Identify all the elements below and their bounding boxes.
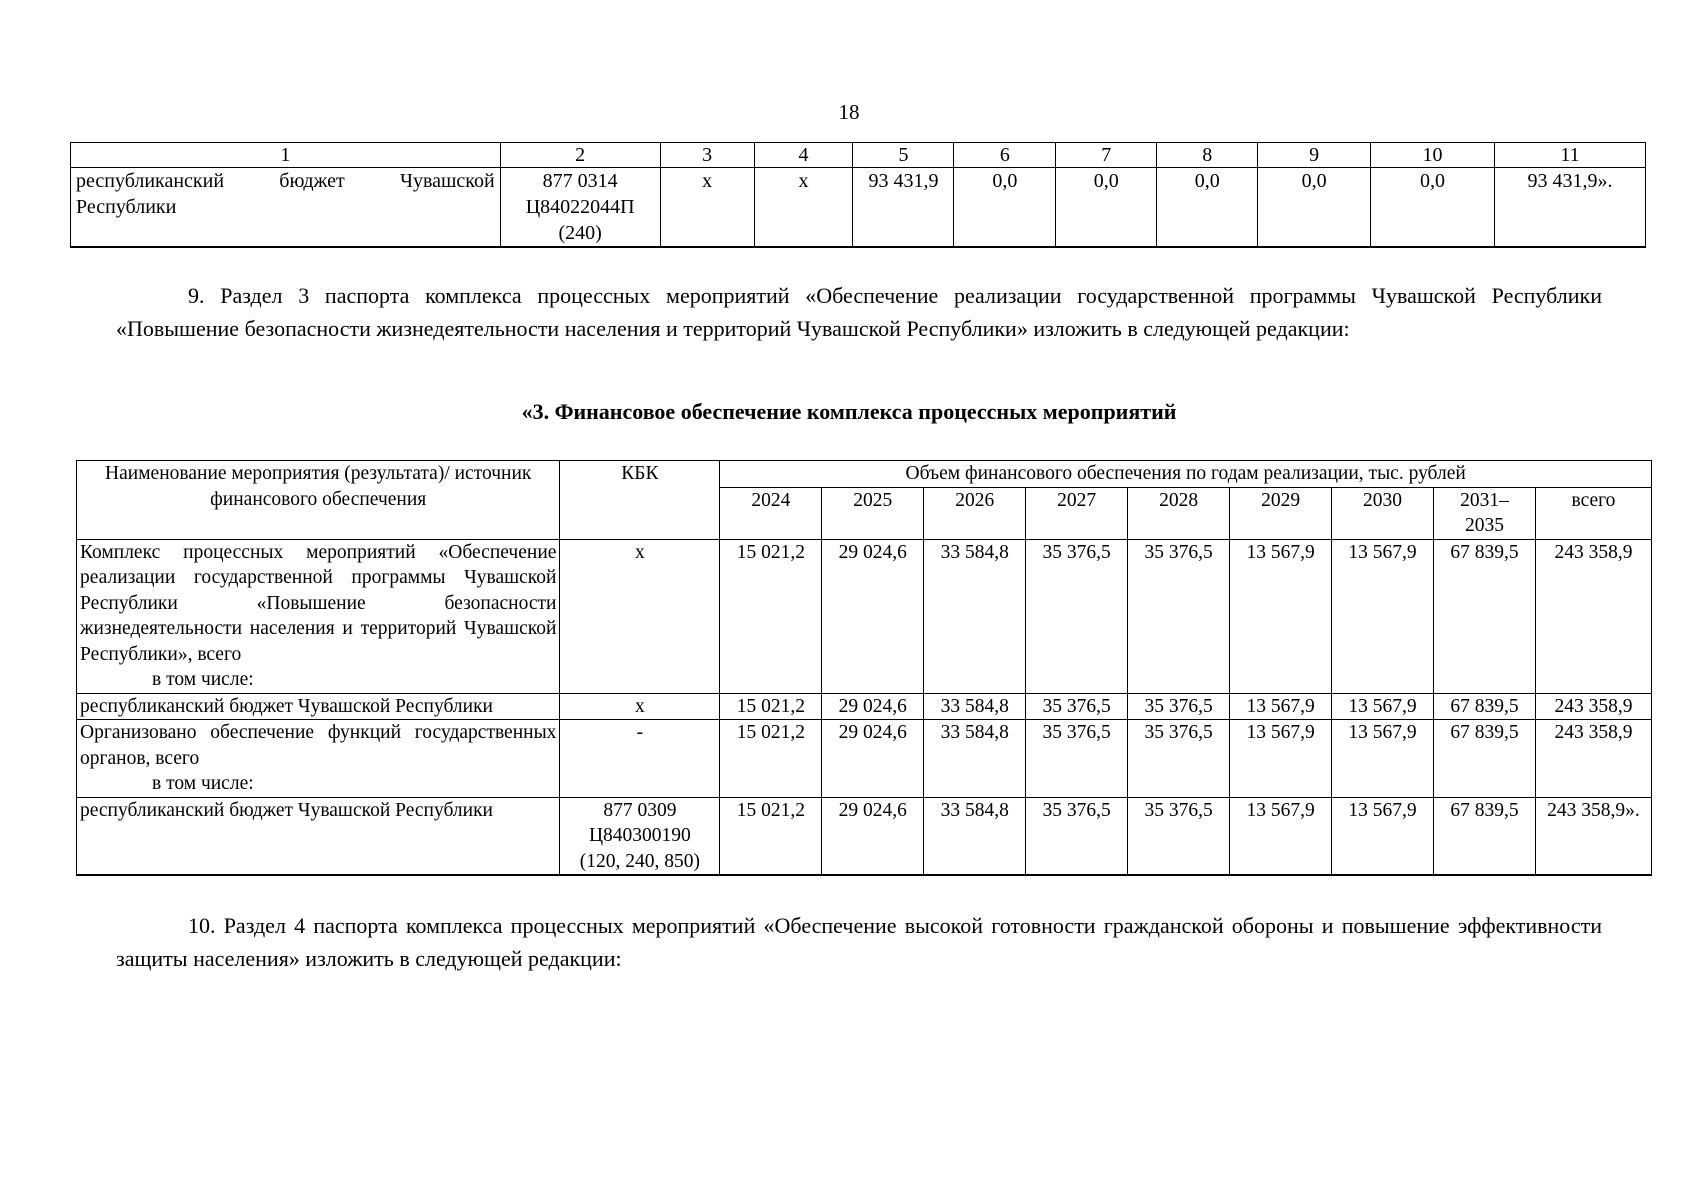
section-title: «3. Финансовое обеспечение комплекса процессных мероприятий <box>521 399 1177 424</box>
row-value: 29 024,6 <box>822 720 924 798</box>
row-value: 15 021,2 <box>720 720 822 798</box>
row-value: 35 376,5 <box>1128 720 1230 798</box>
row-kbk: - <box>560 720 720 798</box>
col-number: 5 <box>853 143 954 168</box>
col-number: 1 <box>71 143 501 168</box>
header-year: 2027 <box>1026 487 1128 539</box>
header-year: 2030 <box>1332 487 1434 539</box>
financing-table <box>76 460 1652 876</box>
row-value: 29 024,6 <box>822 797 924 875</box>
row-value: 13 567,9 <box>1230 539 1332 693</box>
row-cell: х <box>660 168 754 248</box>
row-value: 15 021,2 <box>720 797 822 875</box>
header-name-col: Наименование мероприятия (результата)/ источник финансового обеспечения <box>77 461 560 540</box>
header-volume-col: Объем финансового обеспечения по годам реализации, тыс. рублей <box>720 461 1652 488</box>
table-row <box>77 797 1652 875</box>
row-cell: х <box>754 168 853 248</box>
row-value: 29 024,6 <box>822 539 924 693</box>
col-number: 8 <box>1157 143 1258 168</box>
row-value: 0,0 <box>1157 168 1258 248</box>
row-value: 15 021,2 <box>720 539 822 693</box>
header-year: 2028 <box>1128 487 1230 539</box>
row-value: 35 376,5 <box>1026 539 1128 693</box>
col-number: 2 <box>500 143 660 168</box>
row-name: республиканский бюджет Чувашской Республики <box>71 168 501 248</box>
table-row <box>77 720 1652 798</box>
row-value: 0,0 <box>1258 168 1371 248</box>
row-value: 93 431,9 <box>853 168 954 248</box>
row-value: 0,0 <box>954 168 1056 248</box>
header-year: 2031–2035 <box>1434 487 1536 539</box>
col-number: 7 <box>1056 143 1157 168</box>
header-year: 2024 <box>720 487 822 539</box>
row-name: Организовано обеспечение функций государственных органов, всего в том числе: <box>77 720 560 798</box>
row-value: 15 021,2 <box>720 693 822 720</box>
row-value: 243 358,9». <box>1535 797 1651 875</box>
row-value: 13 567,9 <box>1332 693 1434 720</box>
paragraph-9: 9. Раздел 3 паспорта комплекса процессных мероприятий «Обеспечение реализации государственной программы Чувашской Республики «Повышение безопасности жизнедеятельности населения и территорий Чувашской Республики» изложить в следующей редакции: <box>116 283 1602 341</box>
header-kbk-col: КБК <box>560 461 720 540</box>
row-value: 35 376,5 <box>1128 539 1230 693</box>
row-kbk: 877 0309 Ц840300190 (120, 240, 850) <box>560 797 720 875</box>
row-value: 243 358,9 <box>1535 693 1651 720</box>
row-name: республиканский бюджет Чувашской Республики <box>77 797 560 875</box>
column-number-row <box>71 143 1646 168</box>
row-value: 35 376,5 <box>1026 693 1128 720</box>
row-value: 243 358,9 <box>1535 539 1651 693</box>
row-value: 13 567,9 <box>1332 539 1434 693</box>
row-value: 35 376,5 <box>1128 797 1230 875</box>
row-value: 0,0 <box>1056 168 1157 248</box>
row-kbk: х <box>560 693 720 720</box>
row-value: 67 839,5 <box>1434 797 1536 875</box>
header-row <box>77 461 1652 488</box>
row-value: 33 584,8 <box>924 720 1026 798</box>
row-value: 67 839,5 <box>1434 539 1536 693</box>
col-number: 9 <box>1258 143 1371 168</box>
row-value: 13 567,9 <box>1332 720 1434 798</box>
row-value: 93 431,9». <box>1494 168 1645 248</box>
row-value: 35 376,5 <box>1128 693 1230 720</box>
row-name: республиканский бюджет Чувашской Республики <box>77 693 560 720</box>
col-number: 11 <box>1494 143 1645 168</box>
row-value: 33 584,8 <box>924 797 1026 875</box>
col-number: 3 <box>660 143 754 168</box>
row-value: 243 358,9 <box>1535 720 1651 798</box>
row-name: Комплекс процессных мероприятий «Обеспечение реализации государственной программы Чувашской Республики «Повышение безопасности жизнедеятельности населения и территорий Чувашской Республики», всего в том числе: <box>77 539 560 693</box>
row-value: 0,0 <box>1371 168 1495 248</box>
header-year: 2025 <box>822 487 924 539</box>
row-value: 67 839,5 <box>1434 693 1536 720</box>
row-value: 33 584,8 <box>924 693 1026 720</box>
row-value: 13 567,9 <box>1230 693 1332 720</box>
row-value: 29 024,6 <box>822 693 924 720</box>
col-number: 10 <box>1371 143 1495 168</box>
row-kbk: 877 0314 Ц84022044П (240) <box>500 168 660 248</box>
table-row <box>71 168 1646 248</box>
col-number: 4 <box>754 143 853 168</box>
row-value: 35 376,5 <box>1026 720 1128 798</box>
row-value: 13 567,9 <box>1230 720 1332 798</box>
row-kbk: х <box>560 539 720 693</box>
row-value: 33 584,8 <box>924 539 1026 693</box>
row-value: 13 567,9 <box>1230 797 1332 875</box>
col-number: 6 <box>954 143 1056 168</box>
continuation-table <box>70 142 1646 248</box>
row-value: 67 839,5 <box>1434 720 1536 798</box>
page-number: 18 <box>838 100 860 124</box>
table-row <box>77 693 1652 720</box>
row-value: 13 567,9 <box>1332 797 1434 875</box>
header-year: 2026 <box>924 487 1026 539</box>
row-value: 35 376,5 <box>1026 797 1128 875</box>
paragraph-10: 10. Раздел 4 паспорта комплекса процессных мероприятий «Обеспечение высокой готовности гражданской обороны и повышение эффективности защиты населения» изложить в следующей редакции: <box>116 913 1602 971</box>
header-year: всего <box>1535 487 1651 539</box>
header-year: 2029 <box>1230 487 1332 539</box>
table-row <box>77 539 1652 693</box>
